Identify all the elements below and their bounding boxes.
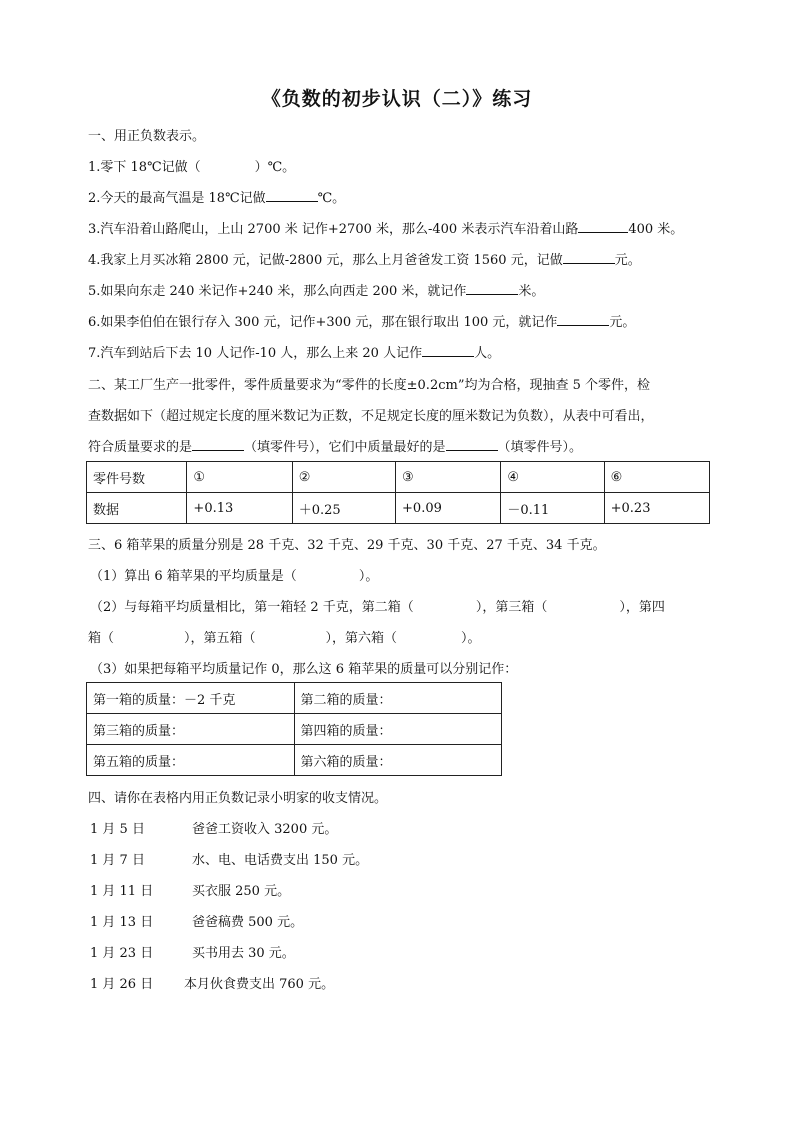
ledger-date: 1 月 13 日 — [90, 915, 154, 930]
q5-text: 5.如果向东走 240 米记作+240 米，那么向西走 200 米，就记作 — [88, 284, 467, 299]
table-cell: +0.09 — [396, 493, 501, 524]
ledger-date: 1 月 5 日 — [90, 822, 145, 837]
q1-text-end: ）℃。 — [254, 160, 296, 175]
part2-text: ）。 — [461, 631, 481, 646]
table-row — [87, 745, 502, 776]
q4-text-end: 元。 — [614, 253, 641, 268]
answer-blank[interactable] — [446, 438, 498, 451]
section3-part3: （3）如果把每箱平均质量记作 0，那么这 6 箱苹果的质量可以分别记作： — [90, 662, 518, 677]
table-header-cell: ⑥ — [604, 462, 709, 493]
table-header-cell: ④ — [501, 462, 604, 493]
q2-text: 2.今天的最高气温是 18℃记做 — [88, 191, 266, 206]
q7-text: 7.汽车到站后下去 10 人记作-10 人，那么上来 20 人记作 — [88, 346, 423, 361]
section1-heading: 一、用正负数表示。 — [88, 129, 206, 144]
ledger-desc: 本月伙食费支出 760 元。 — [184, 977, 335, 992]
question-1 — [88, 156, 295, 175]
section2-text: （填零件号），它们中质量最好的是 — [244, 440, 446, 455]
apple-weight-table — [86, 682, 502, 776]
table-row — [87, 493, 710, 524]
q6-text-end: 元。 — [609, 315, 636, 330]
ledger-date: 1 月 7 日 — [90, 853, 145, 868]
answer-blank[interactable] — [466, 282, 518, 295]
table-header-cell: ③ — [396, 462, 501, 493]
table-header-cell: 零件号数 — [87, 462, 187, 493]
section3-part2-line2 — [88, 627, 481, 646]
page-title: 《负数的初步认识（二）》练习 — [261, 88, 533, 110]
q2-text-end: ℃。 — [317, 191, 346, 206]
table-cell: 第六箱的质量： — [294, 745, 502, 776]
ledger-desc: 买衣服 250 元。 — [192, 884, 291, 899]
q3-text: 3.汽车沿着山路爬山，上山 2700 米 记作+2700 米，那么-400 米表示汽车沿着山路 — [88, 222, 579, 237]
table-row — [87, 714, 502, 745]
answer-blank[interactable] — [266, 189, 318, 202]
table-cell: +0.13 — [187, 493, 292, 524]
answer-blank[interactable] — [557, 313, 609, 326]
answer-blank[interactable] — [563, 251, 615, 264]
part2-text: ），第四 — [619, 600, 665, 615]
table-cell: 第三箱的质量： — [87, 714, 295, 745]
ledger-desc: 水、电、电话费支出 150 元。 — [192, 853, 369, 868]
question-4 — [88, 249, 641, 268]
part2-text: （2）与每箱平均质量相比，第一箱轻 2 千克，第二箱（ — [90, 600, 414, 615]
table-cell: 数据 — [87, 493, 187, 524]
ledger-date: 1 月 26 日 — [90, 977, 154, 992]
ledger-desc: 买书用去 30 元。 — [192, 946, 295, 961]
section3-part1 — [90, 565, 378, 584]
ledger-desc: 爸爸工资收入 3200 元。 — [192, 822, 338, 837]
part1-text: （1）算出 6 箱苹果的平均质量是（ — [90, 569, 297, 584]
section3-heading: 三、6 箱苹果的质量分别是 28 千克、32 千克、29 千克、30 千克、27 千克、34 千克。 — [88, 538, 606, 553]
answer-blank[interactable] — [192, 438, 244, 451]
q1-text: 1.零下 18℃记做（ — [88, 160, 201, 175]
question-2 — [88, 187, 345, 206]
section2-line3 — [88, 436, 582, 455]
question-7 — [88, 342, 500, 361]
table-row — [87, 462, 710, 493]
part1-text-end: ）。 — [358, 569, 379, 584]
section2-line1: 二、某工厂生产一批零件，零件质量要求为“零件的长度±0.2cm”均为合格，现抽查 5 个零件，检 — [88, 378, 651, 393]
table-cell: 第五箱的质量： — [87, 745, 295, 776]
answer-blank[interactable] — [578, 220, 628, 233]
table-cell: －0.11 — [501, 493, 604, 524]
table-cell: 第一箱的质量：－2 千克 — [87, 683, 295, 714]
table-cell: 第二箱的质量： — [294, 683, 502, 714]
q3-text-end: 400 米。 — [628, 222, 684, 237]
q5-text-end: 米。 — [518, 284, 545, 299]
q7-text-end: 人。 — [474, 346, 501, 361]
question-6 — [88, 311, 635, 330]
question-5 — [88, 280, 544, 299]
table-header-cell: ① — [187, 462, 292, 493]
part2-text: ），第三箱（ — [475, 600, 548, 615]
part2-text: ），第五箱（ — [184, 631, 256, 646]
part2-text: 箱（ — [88, 631, 115, 646]
table-cell: ＋0.25 — [292, 493, 395, 524]
question-3 — [88, 218, 683, 237]
table-cell: +0.23 — [604, 493, 709, 524]
section4-heading: 四、请你在表格内用正负数记录小明家的收支情况。 — [88, 791, 388, 806]
answer-blank[interactable] — [422, 344, 474, 357]
table-header-cell: ② — [292, 462, 395, 493]
parts-table — [86, 461, 710, 524]
table-row — [87, 683, 502, 714]
ledger-desc: 爸爸稿费 500 元。 — [192, 915, 304, 930]
ledger-date: 1 月 23 日 — [90, 946, 154, 961]
part2-text: ），第六箱（ — [325, 631, 398, 646]
section2-text: （填零件号）。 — [497, 440, 583, 455]
section3-part2-line1 — [90, 596, 665, 615]
q4-text: 4.我家上月买冰箱 2800 元，记做-2800 元，那么上月爸爸发工资 1560 元，记做 — [88, 253, 563, 268]
section2-line2: 查数据如下（超过规定长度的厘米数记为正数，不足规定长度的厘米数记为负数），从表中可看出， — [88, 409, 654, 424]
table-cell: 第四箱的质量： — [294, 714, 502, 745]
q6-text: 6.如果李伯伯在银行存入 300 元，记作+300 元，那在银行取出 100 元，就记作 — [88, 315, 558, 330]
ledger-date: 1 月 11 日 — [90, 884, 154, 899]
section2-text: 符合质量要求的是 — [88, 440, 193, 455]
